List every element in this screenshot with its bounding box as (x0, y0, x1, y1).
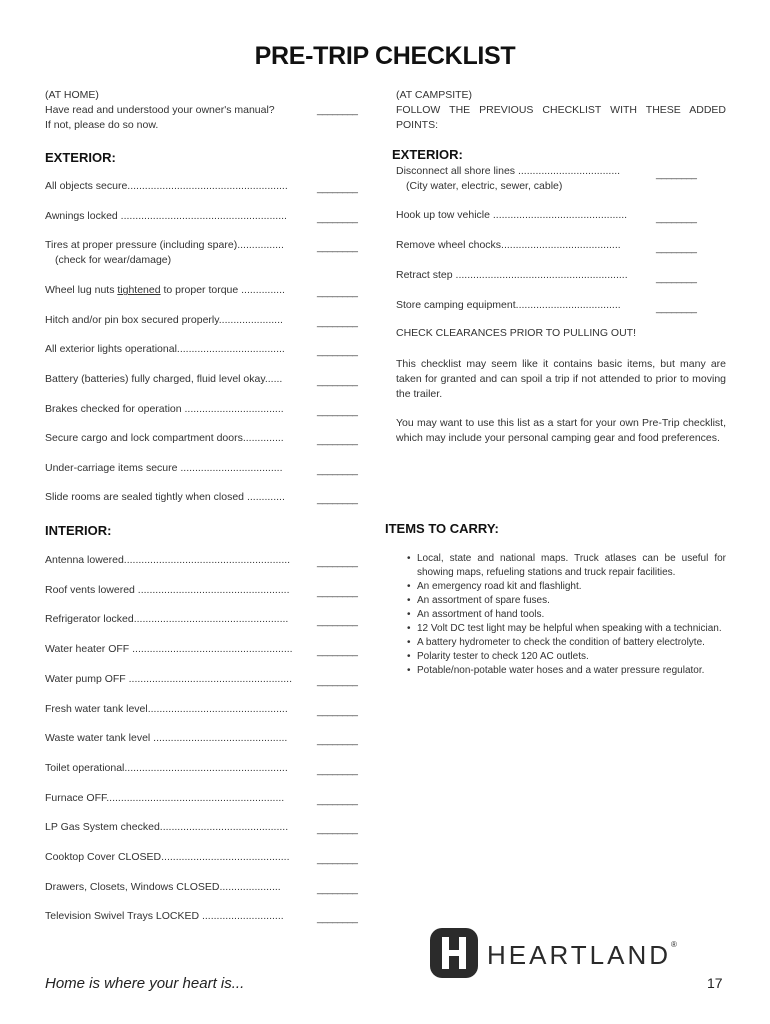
check-blank: ________ (317, 883, 358, 895)
manual-instruction: If not, please do so now. (45, 119, 159, 131)
check-blank: ________ (317, 242, 358, 254)
check-blank: ________ (656, 273, 697, 284)
heartland-logo-icon (430, 928, 478, 978)
exterior-heading-right: EXTERIOR: (392, 147, 463, 162)
checklist-item (45, 210, 287, 222)
checklist-item (45, 910, 284, 922)
checklist-item (45, 762, 288, 774)
item-text: Retract step ........................................................... (396, 269, 628, 281)
carry-item: • Potable/non-potable water hoses and a water pressure regulator. (405, 664, 726, 678)
check-blank: ________ (317, 557, 358, 568)
item-text: Hitch and/or pin box secured properly...................... (45, 313, 283, 326)
interior-heading: INTERIOR: (45, 523, 112, 538)
check-blank: ________ (656, 213, 697, 224)
item-text: Secure cargo and lock compartment doors.............. (45, 432, 284, 445)
checklist-item (45, 180, 288, 192)
exterior-heading-left: EXTERIOR: (45, 150, 116, 165)
checklist-item (45, 851, 290, 863)
check-blank: ________ (656, 303, 697, 314)
checklist-item (45, 792, 284, 804)
at-campsite-intro (396, 88, 726, 133)
check-blank: ________ (317, 183, 358, 194)
carry-item: • Polarity tester to check 120 AC outlets. (405, 650, 726, 664)
registered-mark: ® (671, 940, 680, 949)
item-text: Brakes checked for operation .................................. (45, 402, 284, 415)
check-blank: ________ (317, 494, 358, 506)
check-blank: ________ (317, 316, 358, 328)
item-text: Refrigerator locked..................................................... (45, 613, 289, 626)
item-text: Drawers, Closets, Windows CLOSED..................... (45, 880, 281, 893)
checklist-item (45, 673, 292, 685)
checklist-item (45, 584, 290, 596)
brand-name: HEARTLAND (487, 940, 672, 970)
check-blank: ________ (317, 854, 358, 865)
item-text: Slide rooms are sealed tightly when closed ............. (45, 491, 285, 504)
check-blank: ________ (317, 824, 358, 836)
check-blank: ________ (317, 376, 358, 387)
carry-item: • An emergency road kit and flashlight. (405, 580, 726, 594)
items-to-carry-list (405, 552, 726, 678)
item-text: All objects secure....................................................... (45, 180, 288, 192)
item-text: Roof vents lowered .................................................... (45, 583, 290, 596)
item-text: Fresh water tank level................................................ (45, 702, 288, 715)
item-text: Cooktop Cover CLOSED............................................ (45, 851, 290, 863)
check-blank: ________ (317, 646, 358, 658)
checklist-item (45, 239, 284, 251)
check-blank: ________ (317, 405, 358, 417)
manual-question: Have read and understood your owner's manual? (45, 104, 275, 116)
checklist-item (45, 643, 293, 655)
item-text: Store camping equipment.................................... (396, 299, 621, 311)
checklist-item (45, 613, 288, 625)
item-text: Under-carriage items secure ................................... (45, 461, 283, 474)
checklist-item (396, 269, 628, 281)
check-blank: ________ (317, 705, 358, 717)
item-text: Tires at proper pressure (including spare)................ (45, 239, 284, 252)
checklist-item (45, 491, 285, 503)
page-title: PRE-TRIP CHECKLIST (254, 42, 516, 70)
check-blank: ________ (656, 243, 697, 254)
check-blank: ________ (317, 435, 358, 447)
check-blank: ________ (317, 287, 358, 299)
check-blank: ________ (317, 794, 358, 806)
item-text: Furnace OFF............................................................. (45, 791, 285, 804)
checklist-item (45, 881, 281, 893)
items-to-carry-heading: ITEMS TO CARRY: (385, 521, 499, 536)
check-blank: ________ (317, 735, 358, 747)
campsite-instruction-cont: POINTS: (396, 119, 439, 131)
check-blank: ________ (656, 169, 697, 180)
item-text: Wheel lug nuts (45, 284, 118, 297)
at-home-label: (AT HOME) (45, 89, 99, 101)
check-blank: ________ (317, 346, 358, 358)
checklist-item (45, 403, 284, 415)
item-text: LP Gas System checked............................................ (45, 821, 289, 834)
checklist-note: This checklist may seem like it contains basic items, but many are taken for granted and can spoil a trip if not attended to prior to moving the trailer. (396, 358, 726, 400)
carry-item: • 12 Volt DC test light may be helpful when speaking with a technician. (405, 622, 726, 636)
campsite-instruction: FOLLOW THE PREVIOUS CHECKLIST WITH THESE ADDED (396, 104, 726, 116)
clearance-warning: CHECK CLEARANCES PRIOR TO PULLING OUT! (396, 327, 636, 339)
item-text: All exterior lights operational..................................... (45, 343, 285, 356)
item-text: Toilet operational........................................................ (45, 761, 288, 774)
item-text: Remove wheel chocks......................................... (396, 239, 621, 251)
checklist-item (45, 373, 282, 385)
item-text: Water heater OFF ....................................................... (45, 643, 293, 656)
checklist-item (45, 432, 284, 444)
carry-item: • Local, state and national maps. Truck atlases can be useful for showing maps, refueling stations and truck repair facilities. (405, 552, 726, 580)
checklist-item (45, 284, 285, 296)
check-blank: ________ (317, 616, 358, 628)
check-blank: ________ (317, 212, 358, 224)
item-subtext: (City water, electric, sewer, cable) (406, 180, 563, 192)
item-text: Disconnect all shore lines ................................... (396, 165, 621, 177)
item-text: Awnings locked ......................................................... (45, 209, 287, 222)
item-text-underlined: tightened (117, 284, 161, 297)
checklist-item (45, 462, 283, 474)
carry-item: • An assortment of spare fuses. (405, 594, 726, 608)
check-blank: ________ (317, 586, 358, 598)
item-text: Television Swivel Trays LOCKED ............................ (45, 910, 284, 923)
heartland-wordmark (487, 940, 680, 971)
check-blank: ________ (317, 464, 358, 476)
checklist-item (396, 209, 627, 221)
item-subtext: (check for wear/damage) (55, 254, 172, 267)
checklist-item (45, 703, 288, 715)
check-blank: ________ (317, 764, 358, 776)
item-text: to proper torque ............... (160, 284, 285, 297)
checklist-item (45, 314, 283, 326)
checklist-item (396, 299, 621, 311)
check-blank: ________ (317, 913, 358, 925)
item-text: Battery (batteries) fully charged, fluid level okay...... (45, 373, 283, 385)
footer-tagline: Home is where your heart is... (45, 975, 245, 992)
carry-item: • A battery hydrometer to check the condition of battery electrolyte. (405, 636, 726, 650)
custom-checklist-note: You may want to use this list as a start for your own Pre-Trip checklist, which may include your personal camping gear and food preferences. (396, 417, 726, 444)
checklist-item (45, 554, 290, 566)
checklist-item (45, 732, 287, 744)
checklist-item (45, 343, 285, 355)
checklist-item (45, 821, 288, 833)
check-blank: ________ (317, 675, 358, 687)
item-text: Hook up tow vehicle .............................................. (396, 209, 628, 221)
at-home-intro (45, 88, 315, 133)
item-text: Waste water tank level .............................................. (45, 732, 288, 745)
page-number: 17 (707, 975, 723, 991)
carry-item: • An assortment of hand tools. (405, 608, 726, 622)
checklist-item (396, 165, 620, 177)
item-text: Water pump OFF ........................................................ (45, 672, 292, 685)
manual-check-blank: ________ (317, 105, 358, 116)
at-campsite-label: (AT CAMPSITE) (396, 89, 473, 101)
item-text: Antenna lowered......................................................... (45, 554, 291, 566)
checklist-item (396, 239, 621, 251)
